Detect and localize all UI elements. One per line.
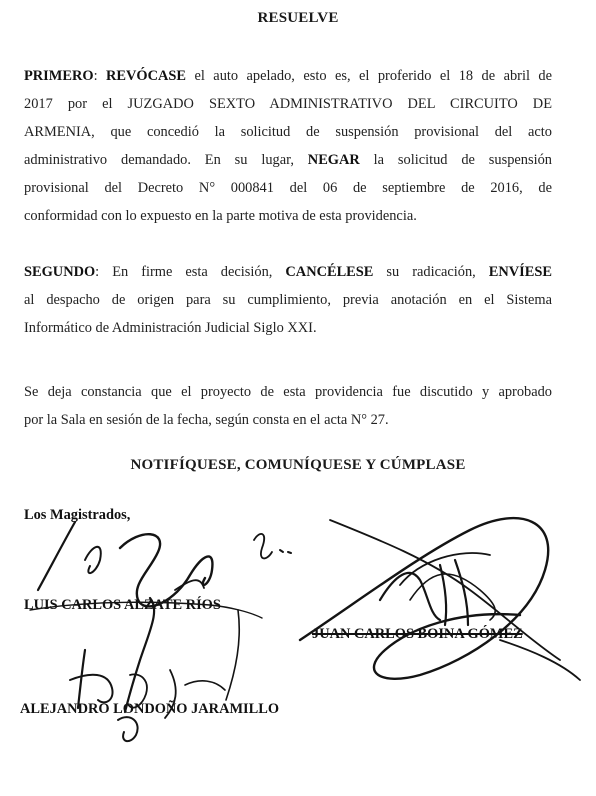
segundo-line-1: SEGUNDO: En firme esta decisión, CANCÉLESE su radicación, ENVÍESE — [24, 264, 552, 280]
segundo-paragraph — [24, 258, 552, 342]
segundo-label: SEGUNDO — [24, 264, 96, 280]
section-heading: RESUELVE — [257, 10, 339, 26]
primero-paragraph — [24, 62, 552, 230]
constancia-paragraph — [24, 378, 552, 434]
signature-first — [30, 522, 291, 712]
primero-line-5: provisional del Decreto N° 000841 del 06 de septiembre de 2016, de — [24, 180, 552, 196]
closing-formula: NOTIFÍQUESE, COMUNÍQUESE Y CÚMPLASE — [130, 457, 466, 473]
revocase-keyword: REVÓCASE — [106, 68, 186, 84]
primero-line-2: 2017 por el JUZGADO SEXTO ADMINISTRATIVO DEL CIRCUITO DE — [24, 96, 552, 112]
signature-second — [300, 518, 580, 680]
constancia-line-2: por la Sala en sesión de la fecha, según consta en el acta N° 27. — [24, 412, 389, 428]
enviese-keyword: ENVÍESE — [488, 264, 552, 280]
cancelese-keyword: CANCÉLESE — [285, 264, 374, 280]
segundo-line-3: Informático de Administración Judicial Siglo XXI. — [24, 320, 317, 336]
signatory-name-first: LUIS CARLOS ALZATE RÍOS — [24, 597, 221, 613]
primero-line-4: administrativo demandado. En su lugar, NEGAR la solicitud de suspensión — [24, 152, 552, 168]
primero-line-1: PRIMERO: REVÓCASE el auto apelado, esto es, el proferido el 18 de abril de — [24, 68, 552, 84]
constancia-line-1: Se deja constancia que el proyecto de esta providencia fue discutido y aprobado — [24, 384, 552, 400]
signatory-name-third: ALEJANDRO LONDOÑO JARAMILLO — [20, 701, 280, 717]
negar-keyword: NEGAR — [307, 152, 360, 168]
primero-line-3: ARMENIA, que concedió la solicitud de suspensión provisional del acto — [24, 124, 552, 140]
signatory-name-second: JUAN CARLOS BOINA GÓMEZ — [312, 626, 523, 642]
primero-label: PRIMERO — [24, 68, 94, 84]
signature-third — [70, 650, 225, 741]
magistrados-label: Los Magistrados, — [24, 507, 131, 523]
primero-line-6: conformidad con lo expuesto en la parte motiva de esta providencia. — [24, 208, 417, 224]
segundo-line-2: al despacho de origen para su cumplimiento, previa anotación en el Sistema — [24, 292, 552, 308]
